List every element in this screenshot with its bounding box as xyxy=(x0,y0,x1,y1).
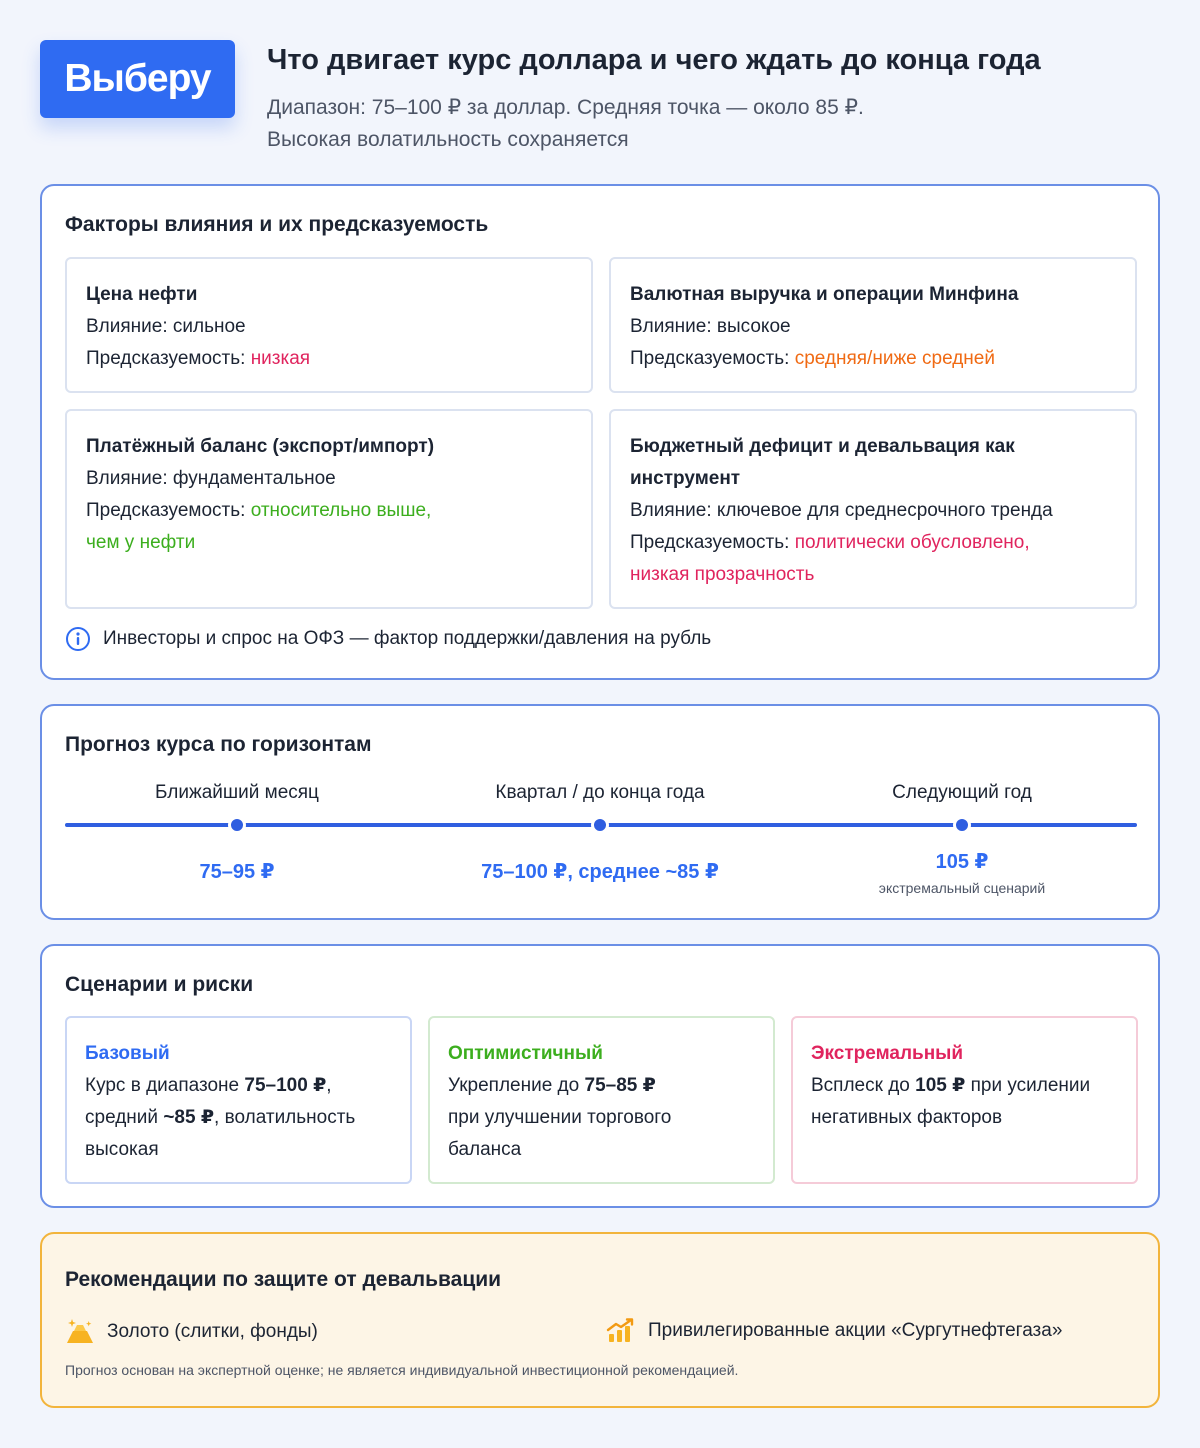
disclaimer: Прогноз основан на экспертной оценке; не является индивидуальной инвестиционной рекомендацией. xyxy=(65,1362,739,1378)
factor-influence: Влияние: фундаментальное xyxy=(86,468,336,489)
scenario-name: Базовый xyxy=(85,1043,170,1064)
predictability-label: Предсказуемость: xyxy=(630,532,790,553)
timeline-dot xyxy=(953,816,971,834)
scenario-base xyxy=(65,1016,412,1184)
scenarios-title: Сценарии и риски xyxy=(65,973,254,996)
scenario-text-part: средний xyxy=(85,1107,164,1128)
scenario-text xyxy=(85,1102,392,1134)
subtitle-line: Диапазон: 75–100 ₽ за доллар. Средняя точка — около 85 ₽. xyxy=(267,96,864,119)
factor-card-fx-revenue xyxy=(609,257,1137,393)
factors-title: Факторы влияния и их предсказуемость xyxy=(65,213,489,236)
subtitle-line: Высокая волатильность сохраняется xyxy=(267,128,629,151)
horizon-value: 105 ₽ xyxy=(935,851,989,873)
scenario-text: высокая xyxy=(85,1139,159,1160)
recommendation-gold xyxy=(65,1318,318,1346)
predictability-label: Предсказуемость: xyxy=(86,500,246,521)
scenario-text-part: , волатильность xyxy=(214,1107,356,1128)
page-header xyxy=(40,40,1160,160)
scenario-text-part: при усилении xyxy=(965,1075,1091,1096)
factor-influence: Влияние: ключевое для среднесрочного тренда xyxy=(630,500,1053,521)
info-note-text: Инвесторы и спрос на ОФЗ — фактор поддержки/давления на рубль xyxy=(103,628,712,649)
scenario-text-part: , xyxy=(326,1075,332,1096)
scenario-value: ~85 ₽ xyxy=(163,1107,215,1128)
logo: Выберу xyxy=(40,40,235,118)
factor-influence: Влияние: сильное xyxy=(86,316,246,337)
info-note xyxy=(65,626,711,652)
predictability-value: политически обусловлено, xyxy=(794,532,1030,553)
scenario-value: 75–85 ₽ xyxy=(584,1075,656,1096)
page-title: Что двигает курс доллара и чего ждать до конца года xyxy=(267,44,1041,76)
factor-influence: Влияние: высокое xyxy=(630,316,791,337)
horizon-label: Ближайший месяц xyxy=(155,782,319,803)
factor-title-cont: инструмент xyxy=(630,468,741,489)
recommendation-label: Золото (слитки, фонды) xyxy=(107,1321,318,1342)
recommendations-card xyxy=(40,1232,1160,1408)
scenario-extreme xyxy=(791,1016,1138,1184)
forecast-card xyxy=(40,704,1160,920)
scenario-text: негативных факторов xyxy=(811,1107,1003,1128)
timeline-dot xyxy=(591,816,609,834)
scenario-optimistic xyxy=(428,1016,775,1184)
predictability-label: Предсказуемость: xyxy=(630,348,790,369)
factor-predictability xyxy=(630,343,1117,375)
factor-title: Валютная выручка и операции Минфина xyxy=(630,284,1019,305)
recommendation-label: Привилегированные акции «Сургутнефтегаза» xyxy=(648,1320,1063,1341)
horizon-value: 75–100 ₽, среднее ~85 ₽ xyxy=(481,861,719,883)
scenario-text xyxy=(85,1070,392,1102)
horizon-label: Квартал / до конца года xyxy=(495,782,705,803)
factor-predictability xyxy=(86,343,573,375)
scenario-text-part: Всплеск до xyxy=(811,1075,916,1096)
horizon-note: экстремальный сценарий xyxy=(878,880,1046,896)
scenario-value: 75–100 ₽ xyxy=(244,1075,327,1096)
growth-chart-icon xyxy=(606,1318,636,1344)
predictability-value: относительно выше, xyxy=(250,500,432,521)
scenario-text xyxy=(811,1070,1118,1102)
scenario-name: Оптимистичный xyxy=(448,1043,603,1064)
scenario-name: Экстремальный xyxy=(811,1043,964,1064)
scenario-text-part: Курс в диапазоне xyxy=(85,1075,245,1096)
factor-title: Бюджетный дефицит и девальвация как xyxy=(630,436,1015,457)
forecast-title: Прогноз курса по горизонтам xyxy=(65,733,372,756)
scenario-text xyxy=(448,1070,755,1102)
factors-card xyxy=(40,184,1160,680)
scenario-text: при улучшении торгового xyxy=(448,1107,672,1128)
predictability-label: Предсказуемость: xyxy=(86,348,246,369)
recommendation-surgut xyxy=(606,1318,1062,1344)
factor-card-oil xyxy=(65,257,593,393)
factor-title: Платёжный баланс (экспорт/импорт) xyxy=(86,436,435,457)
factor-card-budget xyxy=(609,409,1137,609)
horizon-value: 75–95 ₽ xyxy=(199,861,275,883)
recommendations-title: Рекомендации по защите от девальвации xyxy=(65,1268,502,1291)
info-icon xyxy=(65,626,91,652)
factor-title: Цена нефти xyxy=(86,284,198,305)
gold-icon xyxy=(65,1318,95,1346)
scenario-text-part: Укрепление до xyxy=(448,1075,585,1096)
scenarios-card xyxy=(40,944,1160,1208)
timeline-dot xyxy=(228,816,246,834)
factor-card-balance xyxy=(65,409,593,609)
predictability-value-cont: низкая прозрачность xyxy=(630,564,815,585)
horizon-label: Следующий год xyxy=(892,782,1032,803)
scenario-text: баланса xyxy=(448,1139,522,1160)
factor-predictability xyxy=(630,527,1117,559)
predictability-value: низкая xyxy=(250,348,311,369)
page-subtitle xyxy=(267,92,864,156)
predictability-value: средняя/ниже средней xyxy=(794,348,995,369)
factor-predictability xyxy=(86,495,573,527)
scenario-value: 105 ₽ xyxy=(915,1075,966,1096)
predictability-value-cont: чем у нефти xyxy=(86,532,196,553)
